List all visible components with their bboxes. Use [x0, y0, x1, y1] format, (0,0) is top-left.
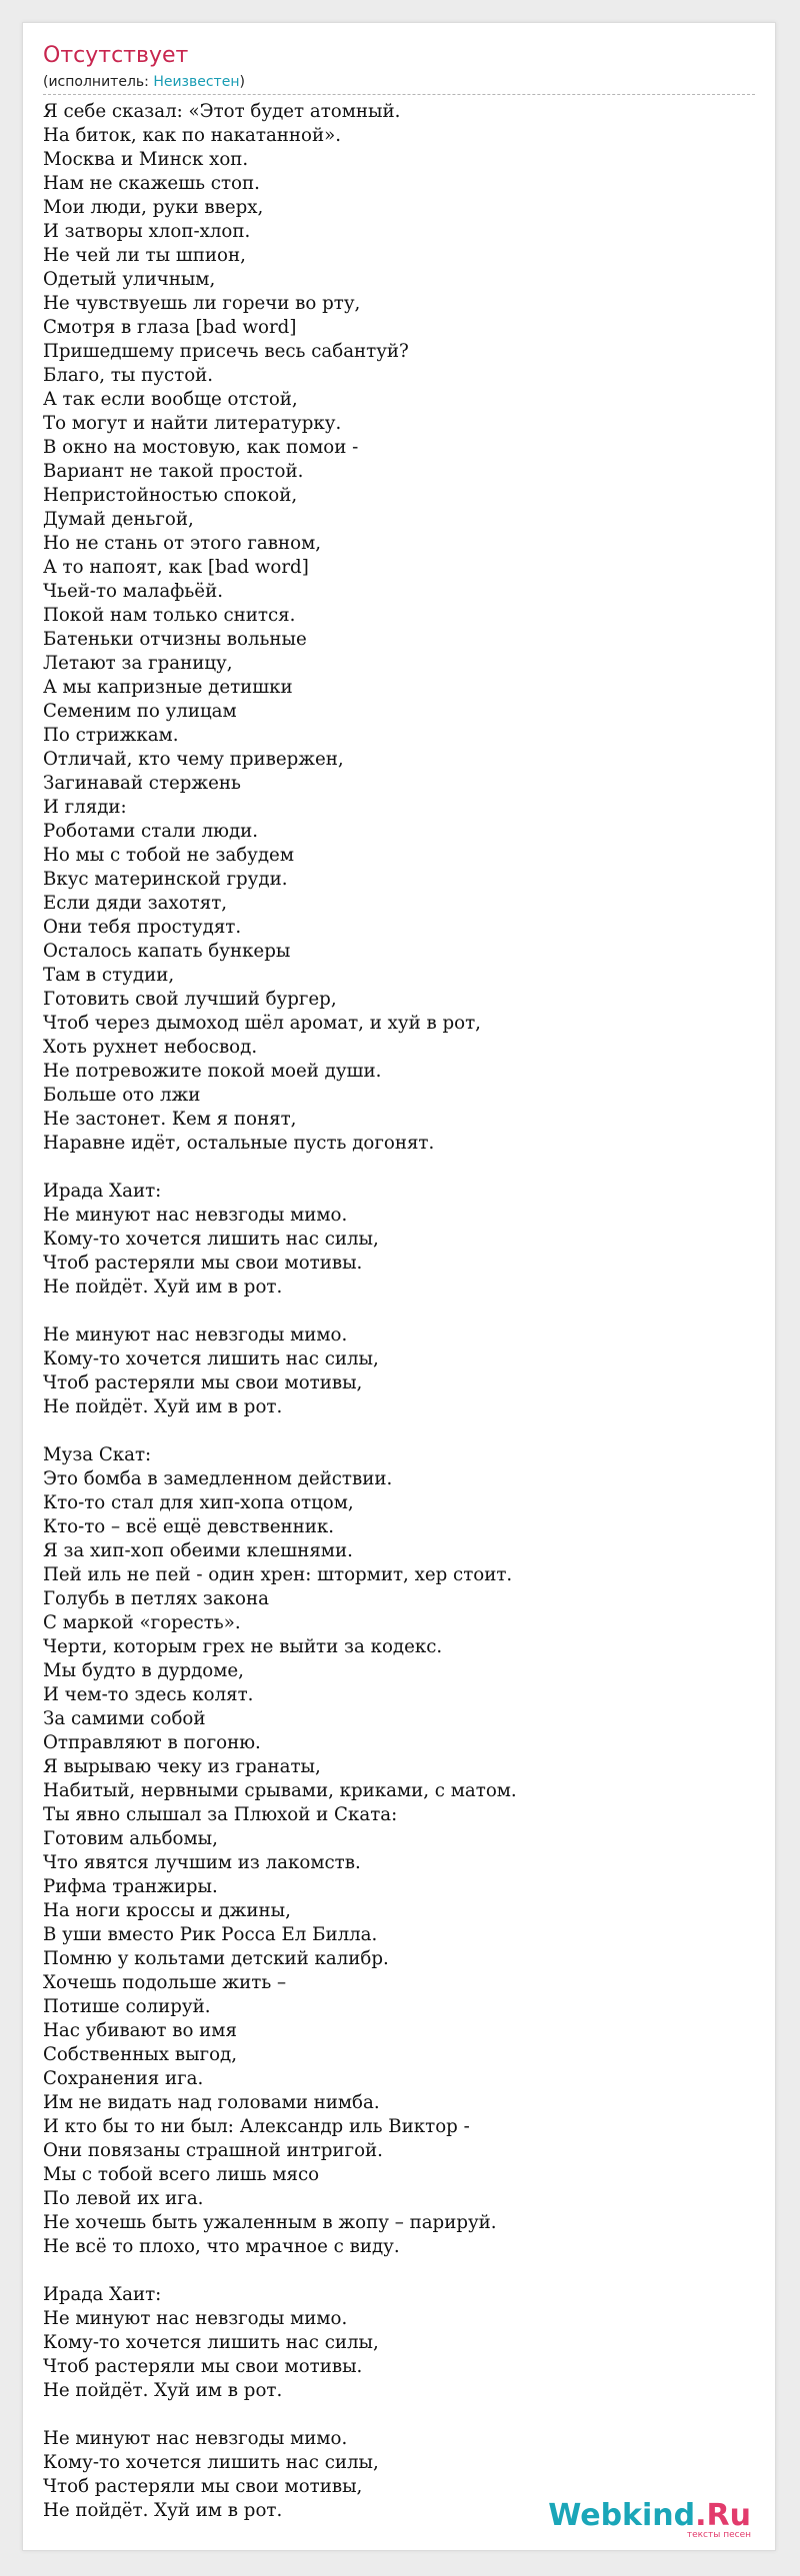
lyrics-text: Я себе сказал: «Этот будет атомный. На биток, как по накатанной». Москва и Минск хоп. Нам не скажешь стоп. Мои люди, руки вверх, И затворы хлоп-хлоп. Не чей ли ты шпион, Одетый уличным, Не чувствуешь ли горечи во рту, Смотря в глаза [bad word] Пришедшему присечь весь сабантуй? Благо, ты пустой. А так если вообще отстой, То могут и найти литературку. В окно на мостовую, как помои - Вариант не такой простой. Непристойностью спокой, Думай деньгой, Но не стань от этого гавном, А то напоят, как [bad word] Чьей-то малафьёй. Покой нам только снится. Батеньки отчизны вольные Летают за границу, А мы капризные детишки Семеним по улицам По стрижкам. Отличай, кто чему привержен, Загинавай стержень И гляди: Роботами стали люди. Но мы с тобой не забудем Вкус материнской груди. Если дяди захотят, Они тебя простудят. Осталось капать бункеры Там в студии, Готовить свой лучший бургер, Чтоб через дымоход шёл аромат, и хуй в рот, Хоть рухнет небосвод. Не потревожите покой моей души. Больше ото лжи Не застонет. Кем я понят, Наравне идёт, остальные пусть догонят. Ирада Хаит: Не минуют нас невзгоды мимо. Кому-то хочется лишить нас силы, Чтоб растеряли мы свои мотивы. Не пойдёт. Хуй им в рот. Не минуют нас невзгоды мимо. Кому-то хочется лишить нас силы, Чтоб растеряли мы свои мотивы, Не пойдёт. Хуй им в рот. Муза Скат: Это бомба в замедленном действии. Кто-то стал для хип-хопа отцом, Кто-то – всё ещё девственник. Я за хип-хоп обеими клешнями. Пей иль не пей - один хрен: штормит, хер стоит. Голубь в петлях закона С маркой «горесть». Черти, которым грех не выйти за кодекс. Мы будто в дурдоме, И чем-то здесь колят. За самими собой Отправляют в погоню. Я вырываю чеку из гранаты, Набитый, нервными срывами, криками, с матом. Ты явно слышал за Плюхой и Ската: Готовим альбомы, Что явятся лучшим из лакомств. Рифма транжиры. На ноги кроссы и джины, В уши вместо Рик Росса Ел Билла. Помню у кольтами детский калибр. Хочешь подольше жить – Потише солируй. Нас убивают во имя Собственных выгод, Сохранения ига. Им не видать над головами нимба. И кто бы то ни был: Александр иль Виктор - Они повязаны страшной интригой. Мы с тобой всего лишь мясо По левой их ига. Не хочешь быть ужаленным в жопу – парируй. Не всё то плохо, что мрачное с виду. Ирада Хаит: Не минуют нас невзгоды мимо. Кому-то хочется лишить нас силы, Чтоб растеряли мы свои мотивы. Не пойдёт. Хуй им в рот. Не минуют нас невзгоды мимо. Кому-то хочется лишить нас силы, Чтоб растеряли мы свои мотивы, Не пойдёт. Хуй им в рот. — [43, 101, 517, 2521]
song-title: Отсутствует — [43, 43, 189, 68]
webkind-logo[interactable] — [548, 2500, 751, 2540]
artist-prefix: (исполнитель: — [43, 74, 154, 90]
lyrics-card — [22, 22, 776, 2551]
logo-wordmark — [548, 2500, 751, 2532]
logo-tagline: тексты песен — [686, 2530, 751, 2540]
artist-link[interactable]: Неизвестен — [153, 74, 240, 90]
logo-main-text: Webkind — [548, 2498, 696, 2533]
artist-suffix: ) — [239, 74, 245, 90]
dashed-divider — [43, 94, 755, 95]
artist-line — [43, 73, 245, 91]
logo-tld: .Ru — [695, 2498, 751, 2533]
